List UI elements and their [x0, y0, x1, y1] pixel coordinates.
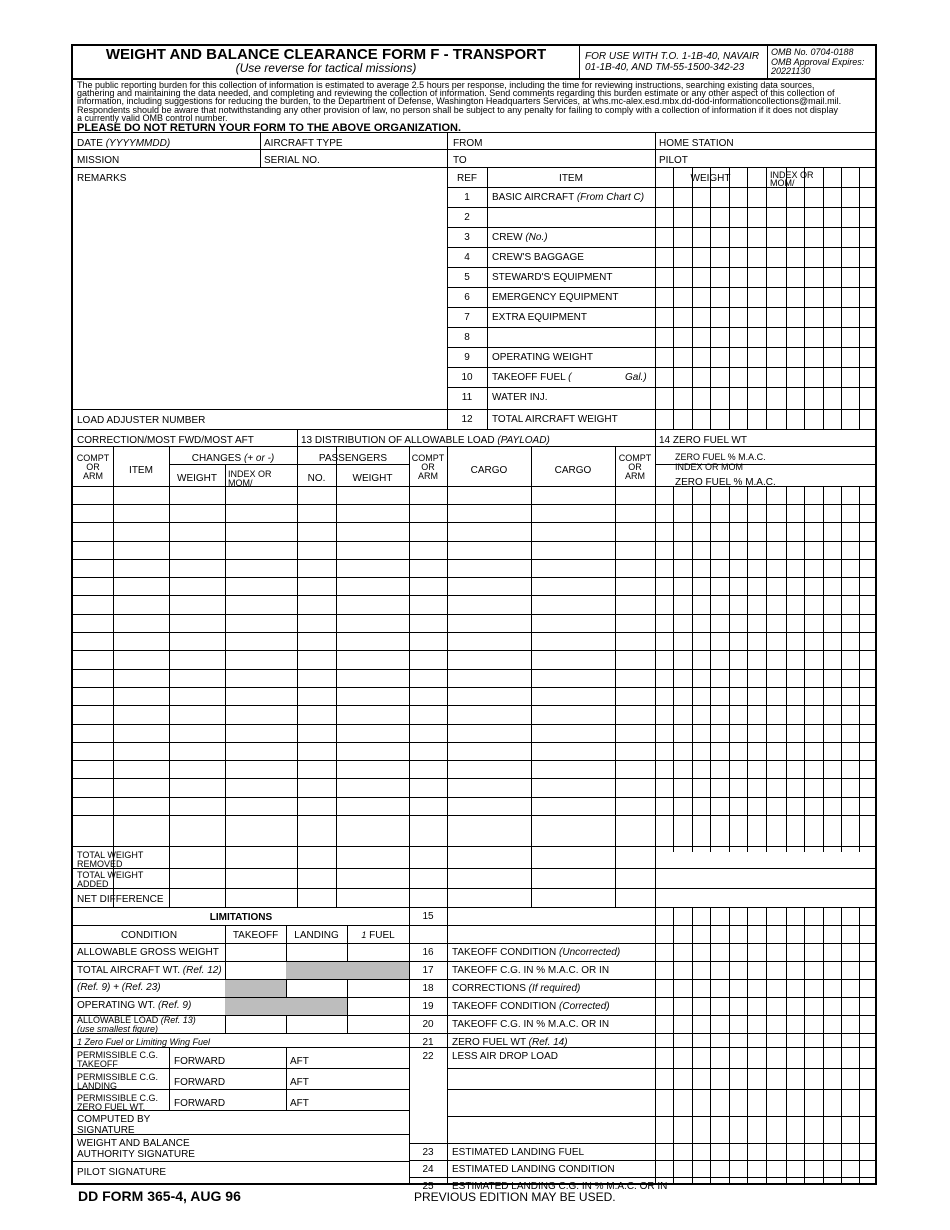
condition-value-field[interactable] — [655, 961, 877, 979]
item-ref-number: 1 — [464, 192, 470, 203]
ref-header: REF — [457, 173, 477, 184]
zero-fuel-mac-label-2: ZERO FUEL % M.A.C. — [675, 477, 776, 488]
pax-weight-header: WEIGHT — [352, 473, 393, 484]
omb-expires-date: 20221130 — [771, 66, 811, 76]
cargo-header-2: CARGO — [554, 465, 592, 476]
rule-v — [487, 167, 488, 429]
condition-ref-number: 19 — [422, 1001, 434, 1012]
form-subtitle: (Use reverse for tactical missions) — [235, 61, 417, 75]
condition-ref-number: 24 — [422, 1164, 434, 1175]
aft-label: AFT — [290, 1056, 309, 1067]
distribution-row[interactable] — [73, 559, 877, 577]
condition-value-field[interactable] — [655, 1047, 877, 1068]
zero-fuel-footnote: 1 Zero Fuel or Limiting Wing Fuel — [77, 1037, 210, 1047]
distribution-row[interactable] — [73, 797, 877, 815]
condition-label: TAKEOFF CONDITION (Corrected) — [452, 1001, 610, 1012]
remarks-label: REMARKS — [77, 173, 127, 184]
item-weight-field[interactable] — [655, 347, 877, 367]
item-label: CREW'S BAGGAGE — [492, 252, 584, 263]
condition-header: CONDITION — [120, 930, 178, 941]
condition-value-field[interactable] — [655, 1177, 877, 1187]
item-ref-number: 10 — [461, 372, 473, 383]
compt-or-arm: COMPT OR ARM — [411, 453, 445, 481]
serial-label: SERIAL NO. — [264, 155, 320, 166]
rule-h — [73, 868, 877, 869]
pax-no-header: NO. — [307, 473, 326, 484]
wb-authority-label: WEIGHT AND BALANCE AUTHORITY SIGNATURE — [77, 1138, 195, 1160]
shaded-cell — [286, 998, 347, 1015]
item-weight-field[interactable] — [655, 247, 877, 267]
to-label: TO — [453, 155, 467, 166]
distribution-row[interactable] — [73, 706, 877, 724]
pilot-label: PILOT — [659, 155, 688, 166]
condition-value-field[interactable] — [655, 943, 877, 961]
aircraft-type-label: AIRCRAFT TYPE — [264, 138, 343, 149]
passengers-header: PASSENGERS — [318, 453, 388, 464]
item-label: WATER INJ. — [492, 392, 548, 403]
item-weight-field[interactable] — [655, 287, 877, 307]
item-ref-number: 7 — [464, 312, 470, 323]
condition-label: ZERO FUEL WT (Ref. 14) — [452, 1037, 568, 1048]
rule-h — [73, 446, 877, 447]
item-label: TAKEOFF FUEL ( — [492, 372, 572, 383]
changes-index-1: INDEX OR — [228, 469, 272, 479]
distribution-row[interactable] — [73, 632, 877, 650]
item-ref-number: 4 — [464, 252, 470, 263]
condition-ref-number: 18 — [422, 983, 434, 994]
burden-line: The public reporting burden for this collection of information is estimated to average 2.5 hours per response, including the time for reviewing instructions, searching existing data sources, — [77, 80, 815, 90]
burden-statement — [77, 81, 877, 122]
item-ref-number: 9 — [464, 352, 470, 363]
rule-v — [767, 46, 768, 78]
item-ref-number: 12 — [461, 414, 473, 425]
use-with-line-2: 01-1B-40, AND TM-55-1500-342-23 — [585, 62, 745, 73]
condition-ref-number: 21 — [422, 1037, 434, 1048]
form-title: WEIGHT AND BALANCE CLEARANCE FORM F - TRANSPORT — [105, 46, 547, 63]
item-ref-number: 11 — [461, 392, 473, 403]
burden-line: information, including suggestions for reducing the burden, to the Department of Defense, Washington Headquarters Services, at whs.mc-alex.esd.mbx.dd-dod-informationcollections@mail.mil. — [77, 96, 842, 107]
pilot-signature-field[interactable] — [73, 1161, 409, 1185]
distribution-row[interactable] — [73, 760, 877, 778]
condition-label: TAKEOFF CONDITION (Uncorrected) — [452, 947, 621, 958]
home-station-label: HOME STATION — [659, 138, 734, 149]
burden-line: gathering and maintaining the data needed, and completing and reviewing the collection of information. Send comments regarding this burden estimate or any other aspect of this collection of — [77, 88, 835, 99]
item-weight-field[interactable] — [655, 327, 877, 347]
gal-label: Gal.) — [625, 372, 647, 383]
changes-header: CHANGES (+ or -) — [191, 453, 275, 464]
item-label: BASIC AIRCRAFT (From Chart C) — [492, 192, 645, 203]
condition-label: TAKEOFF C.G. IN % M.A.C. OR IN — [452, 965, 610, 976]
item-weight-field[interactable] — [655, 187, 877, 207]
shaded-cell — [225, 998, 286, 1015]
rule-v — [286, 1047, 287, 1110]
perm-cg-takeoff-label: PERMISSIBLE C.G. TAKEOFF — [77, 1050, 159, 1069]
changes-index-2: MOM/ — [228, 478, 253, 488]
weight-header: WEIGHT — [690, 173, 731, 184]
zero-fuel-mac-label: ZERO FUEL % M.A.C. — [675, 452, 766, 462]
distribution-row[interactable] — [73, 651, 877, 669]
mission-label: MISSION — [77, 155, 120, 166]
ref9-ref23-label: (Ref. 9) + (Ref. 23) — [77, 982, 161, 993]
item-label: OPERATING WEIGHT — [492, 352, 593, 363]
forward-label: FORWARD — [174, 1098, 226, 1109]
burden-line: a currently valid OMB control number. — [77, 112, 228, 123]
item-label: EXTRA EQUIPMENT — [492, 312, 588, 323]
condition-ref-number: 25 — [422, 1181, 434, 1192]
forward-label: FORWARD — [174, 1077, 226, 1088]
rule-h — [447, 1089, 877, 1090]
item-weight-field[interactable] — [655, 307, 877, 327]
condition-label: LESS AIR DROP LOAD — [452, 1051, 558, 1062]
serial-field[interactable] — [260, 149, 447, 167]
perm-cg-zero-fuel-label: PERMISSIBLE C.G. ZERO FUEL WT. — [77, 1093, 159, 1112]
home-station-field[interactable] — [655, 132, 877, 149]
aircraft-type-field[interactable] — [260, 132, 447, 149]
operating-wt-label: OPERATING WT. (Ref. 9) — [77, 1000, 192, 1011]
item-label: EMERGENCY EQUIPMENT — [492, 292, 619, 303]
distribution-row[interactable] — [73, 541, 877, 559]
condition-label: TAKEOFF C.G. IN % M.A.C. OR IN — [452, 1019, 610, 1030]
condition-value-field[interactable] — [655, 979, 877, 997]
changes-weight-header: WEIGHT — [177, 473, 217, 484]
total-added-label: TOTAL WEIGHT ADDED — [77, 870, 144, 889]
limitations-title: LIMITATIONS — [209, 912, 273, 923]
distribution-row[interactable] — [73, 779, 877, 797]
distribution-row[interactable] — [73, 504, 877, 522]
forward-label: FORWARD — [174, 1056, 226, 1067]
allowable-gross-label: ALLOWABLE GROSS WEIGHT — [77, 947, 219, 958]
condition-ref-number: 20 — [422, 1019, 434, 1030]
allowable-load-label: 13 DISTRIBUTION OF ALLOWABLE LOAD (PAYLOAD) — [301, 435, 550, 446]
condition-label: CORRECTIONS (If required) — [452, 983, 581, 994]
item-ref-number: 6 — [464, 292, 470, 303]
zero-fuel-index-label: INDEX OR MOM — [675, 462, 744, 472]
fuel-header: 1 FUEL — [361, 930, 395, 941]
correction-label: CORRECTION/MOST FWD/MOST AFT — [77, 435, 254, 446]
total-aircraft-wt-label: TOTAL AIRCRAFT WT. (Ref. 12) — [77, 965, 222, 976]
aft-label: AFT — [290, 1077, 309, 1088]
condition-value-field[interactable] — [655, 1143, 877, 1160]
load-adjuster-label: LOAD ADJUSTER NUMBER — [77, 415, 206, 426]
rule-h — [73, 429, 877, 430]
item-weight-field[interactable] — [655, 387, 877, 407]
item-ref-number: 2 — [464, 212, 470, 223]
rule-v — [169, 1047, 170, 1110]
rule-v — [579, 46, 580, 78]
compt-or-arm: COMPT OR ARM — [618, 453, 652, 481]
burden-line: Respondents should be aware that notwithstanding any other provision of law, no person shall be subject to any penalty for failing to comply with a collection of information if it does not display — [77, 104, 838, 115]
distribution-row[interactable] — [73, 834, 877, 852]
cargo-header-1: CARGO — [470, 465, 508, 476]
distribution-row[interactable] — [73, 596, 877, 614]
omb-expires-label: OMB Approval Expires: — [771, 57, 865, 67]
pilot-signature-label: PILOT SIGNATURE — [77, 1167, 167, 1178]
condition-value-field[interactable] — [655, 907, 877, 925]
condition-value-field[interactable] — [655, 1015, 877, 1033]
rule-h — [73, 925, 877, 926]
zero-fuel-wt-label: 14 ZERO FUEL WT — [659, 435, 747, 446]
allowable-load-limit-label: ALLOWABLE LOAD (Ref. 13) (use smallest figure) — [77, 1015, 196, 1034]
distribution-row[interactable] — [73, 578, 877, 596]
remarks-field[interactable] — [73, 167, 447, 409]
computed-by-signature-field[interactable] — [73, 1110, 409, 1134]
condition-ref-number: 15 — [422, 911, 434, 922]
rule-h — [447, 1068, 877, 1069]
condition-label: ESTIMATED LANDING CONDITION — [452, 1164, 615, 1175]
item-ref-number: 5 — [464, 272, 470, 283]
index-header-1: INDEX OR — [770, 170, 814, 180]
condition-ref-number: 16 — [422, 947, 434, 958]
mission-field[interactable] — [73, 149, 260, 167]
omb-number: OMB No. 0704-0188 — [771, 47, 854, 57]
condition-ref-number: 22 — [422, 1051, 434, 1062]
dist-item-header: ITEM — [129, 465, 153, 476]
distribution-row[interactable] — [73, 742, 877, 760]
item-ref-number: 3 — [464, 232, 470, 243]
takeoff-header: TAKEOFF — [232, 930, 279, 941]
item-weight-field[interactable] — [655, 409, 877, 429]
distribution-row[interactable] — [73, 815, 877, 833]
item-header: ITEM — [559, 173, 583, 184]
item-label: CREW (No.) — [492, 232, 548, 243]
condition-value-field[interactable] — [655, 1160, 877, 1177]
use-with-line-1: FOR USE WITH T.O. 1-1B-40, NAVAIR — [585, 51, 760, 62]
item-weight-field[interactable] — [655, 227, 877, 247]
item-ref-number: 8 — [464, 332, 470, 343]
aft-label: AFT — [290, 1098, 309, 1109]
rule-h — [447, 1116, 877, 1117]
to-field[interactable] — [447, 149, 655, 167]
condition-label: ESTIMATED LANDING FUEL — [452, 1147, 585, 1158]
load-adjuster-field[interactable] — [73, 409, 447, 429]
compt-or-arm: COMPT OR ARM — [76, 453, 110, 481]
previous-edition-note: PREVIOUS EDITION MAY BE USED. — [414, 1190, 616, 1204]
distribution-row[interactable] — [73, 724, 877, 742]
from-label: FROM — [453, 138, 483, 149]
distribution-row[interactable] — [73, 687, 877, 705]
computed-by-label: COMPUTED BY SIGNATURE — [77, 1114, 151, 1136]
item-label: STEWARD'S EQUIPMENT — [492, 272, 613, 283]
date-field[interactable] — [73, 132, 260, 149]
item-label: TOTAL AIRCRAFT WEIGHT — [492, 414, 618, 425]
shaded-cell — [286, 962, 347, 979]
net-difference-label: NET DIFFERENCE — [77, 894, 164, 905]
rule-v — [297, 429, 298, 446]
total-removed-label: TOTAL WEIGHT REMOVED — [77, 850, 144, 869]
shaded-cell — [225, 980, 286, 997]
perm-cg-landing-label: PERMISSIBLE C.G. LANDING — [77, 1072, 159, 1091]
weight-balance-form — [71, 44, 877, 1192]
landing-header: LANDING — [294, 930, 339, 941]
distribution-row[interactable] — [73, 669, 877, 687]
item-weight-field[interactable] — [655, 267, 877, 287]
form-id: DD FORM 365-4, AUG 96 — [78, 1188, 241, 1204]
pilot-field[interactable] — [655, 149, 877, 167]
item-weight-field[interactable] — [655, 367, 877, 387]
item-weight-field[interactable] — [655, 207, 877, 227]
rule-h — [73, 888, 877, 889]
wb-authority-signature-field[interactable] — [73, 1134, 409, 1161]
date-label: DATE (YYYYMMDD) — [77, 138, 171, 149]
do-not-return-notice: PLEASE DO NOT RETURN YOUR FORM TO THE ABOVE ORGANIZATION. — [77, 122, 461, 134]
from-field[interactable] — [447, 132, 655, 149]
condition-value-field[interactable] — [655, 997, 877, 1015]
condition-label: ESTIMATED LANDING C.G. IN % M.A.C. OR IN — [452, 1181, 668, 1192]
index-header-2: MOM/ — [770, 178, 795, 188]
distribution-row[interactable] — [73, 614, 877, 632]
distribution-row[interactable] — [73, 523, 877, 541]
condition-value-field[interactable] — [655, 1033, 877, 1047]
condition-ref-number: 23 — [422, 1147, 434, 1158]
shaded-cell — [347, 962, 409, 979]
rule-h — [169, 464, 409, 465]
distribution-row[interactable] — [73, 486, 877, 504]
condition-ref-number: 17 — [422, 965, 434, 976]
